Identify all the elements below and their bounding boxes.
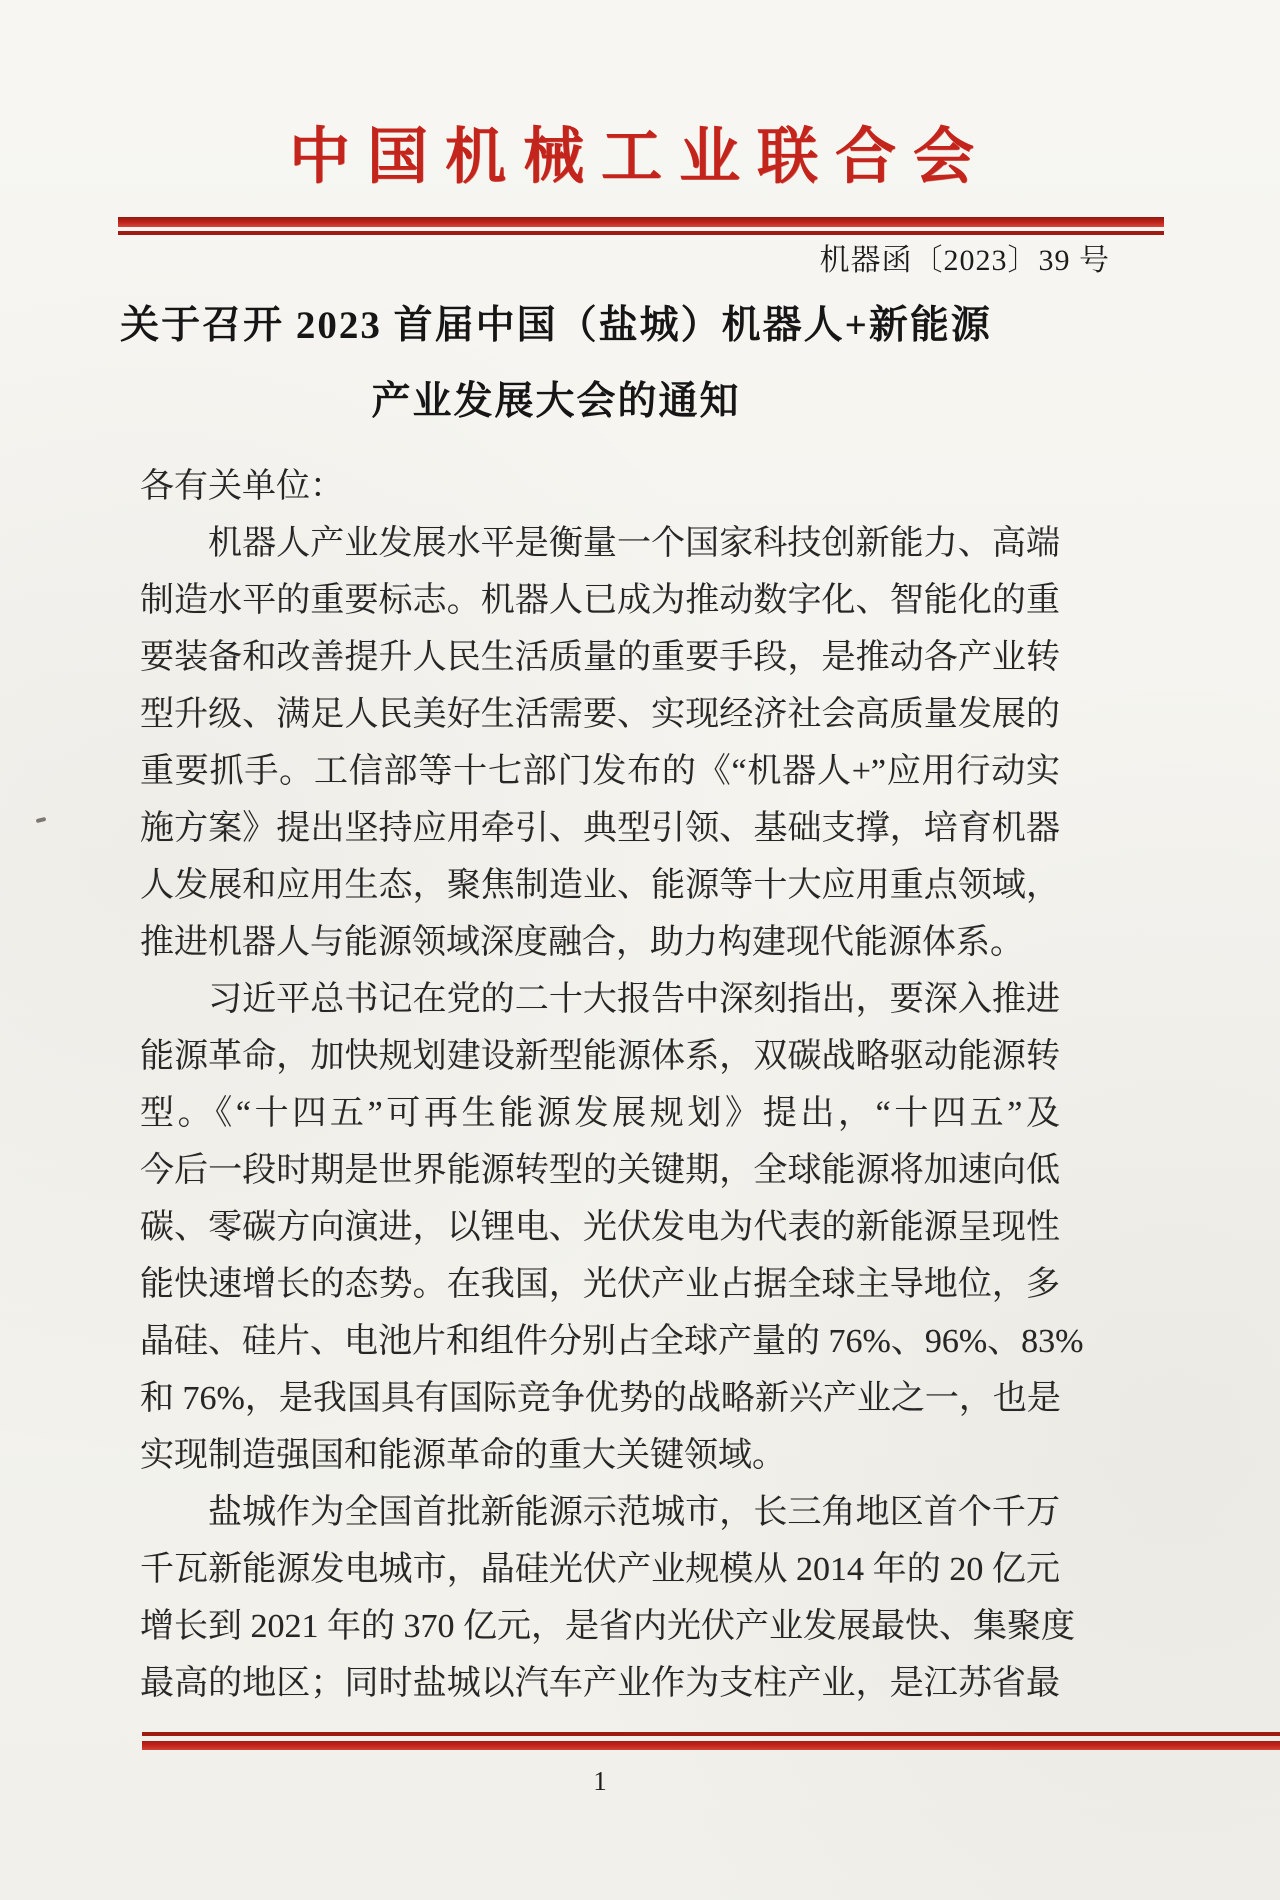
- title-line-1: 关于召开 2023 首届中国（盐城）机器人+新能源: [120, 304, 992, 347]
- salutation: 各有关单位：: [140, 468, 344, 505]
- paragraph: [140, 971, 1084, 1484]
- title-line-2: 产业发展大会的通知: [371, 380, 741, 423]
- footer-rule-thick: [142, 1741, 1280, 1750]
- paragraph: [140, 1484, 1075, 1712]
- body-line: 今后一段时期是世界能源转型的关键期，全球能源将加速向低: [140, 1152, 1060, 1189]
- body-line: 要装备和改善提升人民生活质量的重要手段，是推动各产业转: [140, 639, 1060, 676]
- body-line: 型升级、满足人民美好生活需要、实现经济社会高质量发展的: [140, 696, 1060, 733]
- body-line: 推进机器人与能源领域深度融合，助力构建现代能源体系。: [140, 924, 1024, 961]
- paragraphs-container: [140, 515, 1084, 1712]
- body-line: 碳、零碳方向演进，以锂电、光伏发电为代表的新能源呈现性: [140, 1209, 1060, 1246]
- body-line: 习近平总书记在党的二十大报告中深刻指出，要深入推进: [208, 981, 1060, 1018]
- document-number: 机器函〔2023〕39 号: [819, 244, 1110, 277]
- document-title: [96, 288, 1016, 440]
- body-line: 能源革命，加快规划建设新型能源体系，双碳战略驱动能源转: [140, 1038, 1060, 1075]
- letterhead-rule-thin: [118, 231, 1164, 235]
- body-line: 机器人产业发展水平是衡量一个国家科技创新能力、高端: [208, 525, 1060, 562]
- body-line: 实现制造强国和能源革命的重大关键领域。: [140, 1437, 786, 1474]
- body-line: 和 76%，是我国具有国际竞争优势的战略新兴产业之一，也是: [140, 1380, 1061, 1417]
- body-line: 增长到 2021 年的 370 亿元，是省内光伏产业发展最快、集聚度: [140, 1608, 1075, 1645]
- document-body: [140, 458, 1084, 1712]
- letterhead-rule-thick: [118, 217, 1164, 227]
- body-line: 盐城作为全国首批新能源示范城市，长三角地区首个千万: [208, 1494, 1060, 1531]
- body-line: 晶硅、硅片、电池片和组件分别占全球产量的 76%、96%、83%: [140, 1323, 1084, 1360]
- body-line: 千瓦新能源发电城市，晶硅光伏产业规模从 2014 年的 20 亿元: [140, 1551, 1060, 1588]
- body-line: 型。《“十四五”可再生能源发展规划》提出，“十四五”及: [140, 1095, 1060, 1132]
- letterhead-org-name: 中国机械工业联合会: [288, 124, 991, 191]
- body-line: 重要抓手。工信部等十七部门发布的《“机器人+”应用行动实: [140, 753, 1060, 790]
- body-line: 施方案》提出坚持应用牵引、典型引领、基础支撑，培育机器: [140, 810, 1060, 847]
- footer-rule-thin: [142, 1732, 1280, 1736]
- body-line: 制造水平的重要标志。机器人已成为推动数字化、智能化的重: [140, 582, 1060, 619]
- body-line: 最高的地区；同时盐城以汽车产业作为支柱产业，是江苏省最: [140, 1665, 1060, 1702]
- page-number: 1: [593, 1766, 607, 1796]
- scan-speck-artifact: [36, 817, 47, 823]
- body-line: 能快速增长的态势。在我国，光伏产业占据全球主导地位，多: [140, 1266, 1060, 1303]
- body-line: 人发展和应用生态，聚焦制造业、能源等十大应用重点领域，: [140, 867, 1060, 904]
- paragraph: [140, 515, 1060, 971]
